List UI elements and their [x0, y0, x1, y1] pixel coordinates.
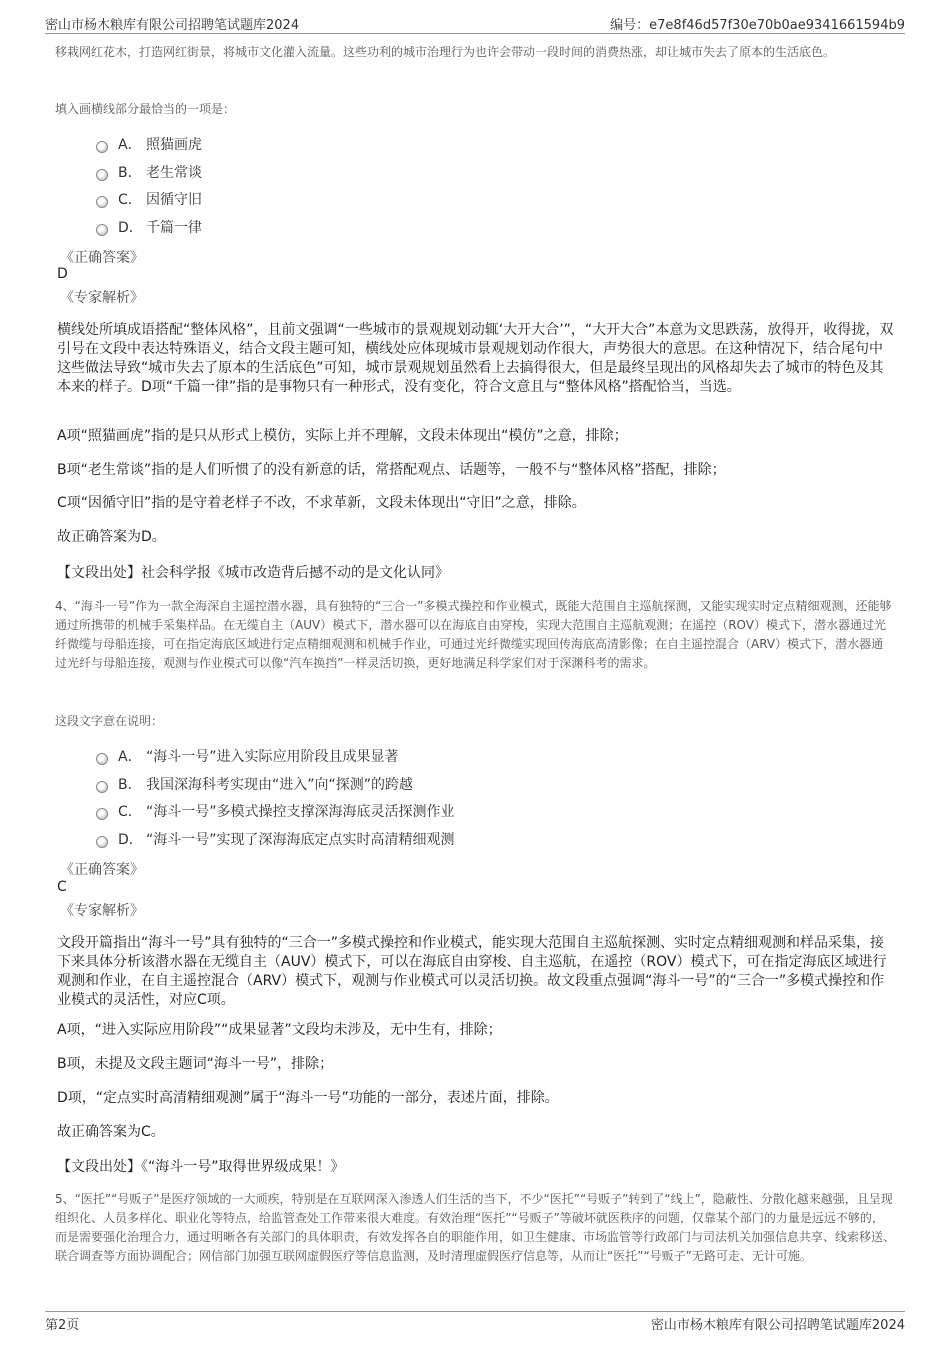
q3-analysis-main: 横线处所填成语搭配“整体风格”，且前文强调“一些城市的景观规划动辄‘大开大合’”，“大开大合”本意为文思跌荡，放得开，收得拢，双引号在文段中表达特殊语义，结合文段主题可知，横线处应体现城市景观规划动作很大，声势很大的意思。在这种情况下，结合尾句中这些做法导致“城市失去了原本的生活底色”可知，城市景观规划虽然看上去搞得很大，但是最终呈现出的风格却失去了城市的特色及其本来的样子。D项“千篇一律”指的是事物只有一种形式，没有变化，符合文意且与“整体风格”搭配恰当，当选。: [57, 322, 894, 395]
q3-analysis-title: 《专家解析》: [60, 290, 144, 306]
q3-option-c[interactable]: [96, 185, 876, 213]
option-text: “海斗一号”多模式操控支撑深海海底灵活探测作业: [146, 804, 455, 821]
q3-prompt: 填入画横线部分最恰当的一项是：: [55, 102, 236, 116]
option-text: 千篇一律: [146, 219, 202, 236]
q4-passage: 4、“海斗一号”作为一款全海深自主遥控潜水器，具有独特的“三合一”多模式操控和作业模式，既能大范围自主巡航探测，又能实现实时定点精细观测，还能够通过所携带的机械手采集样品。在无缆自主（AUV）模式下，潜水器可以在海底自由穿梭，实现大范围自主巡航观测；在遥控（ROV）模式下，潜水器通过光纤微缆与母船连接，可在指定海底区域进行定点精细观测和机械手作业，可通过光纤微缆实现回传海底高清影像；在自主遥控混合（ARV）模式下，潜水器通过光纤与母船连接，观测与作业模式可以像“汽车换挡”一样灵活切换，更好地满足科学家们对于深渊科考的需求。: [55, 599, 892, 670]
option-letter: D．: [118, 831, 143, 848]
radio-icon[interactable]: [96, 808, 108, 820]
q4-answer-title: 《正确答案》: [60, 862, 144, 878]
radio-icon[interactable]: [96, 836, 108, 848]
option-letter: C．: [118, 192, 142, 209]
q3-analysis-a: A项“照猫画虎”指的是只从形式上模仿，实际上并不理解，文段未体现出“模仿”之意，排除；: [57, 428, 628, 444]
header-title: 密山市杨木粮库有限公司招聘笔试题库2024: [45, 18, 300, 33]
q3-option-d[interactable]: [96, 213, 876, 241]
page-footer: [45, 1314, 905, 1334]
q4-prompt: 这段文字意在说明：: [55, 714, 164, 728]
q4-analysis-main: 文段开篇指出“海斗一号”具有独特的“三合一”多模式操控和作业模式，能实现大范围自主巡航探测、实时定点精细观测和样品采集，接下来具体分析该潜水器在无缆自主（AUV）模式下，可以在海底自由穿梭、自主巡航，在遥控（ROV）模式下，可在指定海底区域进行观测和作业，在自主遥控混合（ARV）模式下，观测与作业模式可以灵活切换。故文段重点强调“海斗一号”的“三合一”多模式操控和作业模式的灵活性，对应C项。: [57, 935, 887, 1008]
header-code-value: e7e8f46d57f30e70b0ae9341661594b9: [649, 18, 905, 33]
q4-analysis-conclusion: 故正确答案为C。: [57, 1124, 165, 1140]
q4-option-d[interactable]: [96, 825, 876, 853]
option-text: 我国深海科考实现由“进入”向“探测”的跨越: [146, 776, 414, 793]
q3-option-a[interactable]: [96, 130, 876, 158]
q4-analysis-b: B项，未提及文段主题词“海斗一号”，排除；: [57, 1056, 334, 1072]
q3-answer: D: [57, 266, 68, 282]
header-code: [610, 14, 905, 33]
q4-analysis-title: 《专家解析》: [60, 903, 144, 919]
q3-source: 【文段出处】社会科学报《城市改造背后撼不动的是文化认同》: [57, 565, 449, 581]
option-letter: D．: [118, 219, 143, 236]
option-text: 因循守旧: [146, 192, 202, 209]
option-letter: A．: [118, 748, 142, 765]
q3-answer-title: 《正确答案》: [60, 250, 144, 266]
q4-answer: C: [57, 879, 67, 895]
footer-title: 密山市杨木粮库有限公司招聘笔试题库2024: [650, 1318, 905, 1333]
q3-options: [96, 130, 876, 241]
header-divider: [45, 33, 905, 34]
page-header: [45, 14, 905, 34]
page-number: 第2页: [45, 1318, 80, 1333]
option-letter: B．: [118, 164, 142, 181]
option-text: 老生常谈: [146, 164, 202, 181]
option-letter: C．: [118, 804, 142, 821]
footer-divider: [45, 1311, 905, 1312]
option-letter: A．: [118, 136, 142, 153]
q3-analysis-b: B项“老生常谈”指的是人们听惯了的没有新意的话，常搭配观点、话题等，一般不与“整体风格”搭配，排除；: [57, 462, 726, 478]
q3-option-b[interactable]: [96, 158, 876, 186]
q4-options: [96, 742, 876, 853]
q4-option-a[interactable]: [96, 742, 876, 770]
option-letter: B．: [118, 776, 142, 793]
q3-analysis-c: C项“因循守旧”指的是守着老样子不改，不求革新，文段未体现出“守旧”之意，排除。: [57, 495, 586, 511]
header-code-label: 编号：: [610, 18, 650, 33]
radio-icon[interactable]: [96, 141, 108, 153]
radio-icon[interactable]: [96, 169, 108, 181]
option-text: 照猫画虎: [146, 136, 202, 153]
q4-analysis-a: A项，“进入实际应用阶段”“成果显著”文段均未涉及，无中生有，排除；: [57, 1022, 502, 1038]
q4-option-b[interactable]: [96, 770, 876, 798]
radio-icon[interactable]: [96, 781, 108, 793]
q3-analysis-conclusion: 故正确答案为D。: [57, 529, 166, 545]
option-text: “海斗一号”实现了深海海底定点实时高清精细观测: [146, 831, 455, 848]
q4-source: 【文段出处】《“海斗一号”取得世界级成果！》: [57, 1159, 345, 1175]
q4-option-c[interactable]: [96, 797, 876, 825]
radio-icon[interactable]: [96, 224, 108, 236]
q3-passage-tail: 移栽网红花木，打造网红街景，将城市文化灌入流量。这些功利的城市治理行为也许会带动一段时间的消费热涨，却让城市失去了原本的生活底色。: [55, 45, 836, 59]
radio-icon[interactable]: [96, 753, 108, 765]
q5-passage: 5、“医托”“号贩子”是医疗领域的一大顽疾，特别是在互联网深入渗透人们生活的当下，不少“医托”“号贩子”转到了“线上”，隐蔽性、分散化越来越强，且呈现组织化、人员多样化、职业化等特点，给监管查处工作带来很大难度。有效治理“医托”“号贩子”等破坏就医秩序的问题，仅靠某个部门的力量是远远不够的，而是需要强化治理合力，通过明晰各有关部门的具体职责，有效发挥各自的职能作用，如卫生健康、市场监管等行政部门与司法机关加强信息共享、线索移送、联合调查等方面协调配合；网信部门加强互联网虚假医疗等信息监测，及时清理虚假医疗信息等，从而让“医托”“号贩子”无路可走、无计可施。: [55, 1192, 896, 1263]
option-text: “海斗一号”进入实际应用阶段且成果显著: [146, 748, 399, 765]
q4-analysis-d: D项，“定点实时高清精细观测”属于“海斗一号”功能的一部分，表述片面，排除。: [57, 1090, 559, 1106]
radio-icon[interactable]: [96, 196, 108, 208]
